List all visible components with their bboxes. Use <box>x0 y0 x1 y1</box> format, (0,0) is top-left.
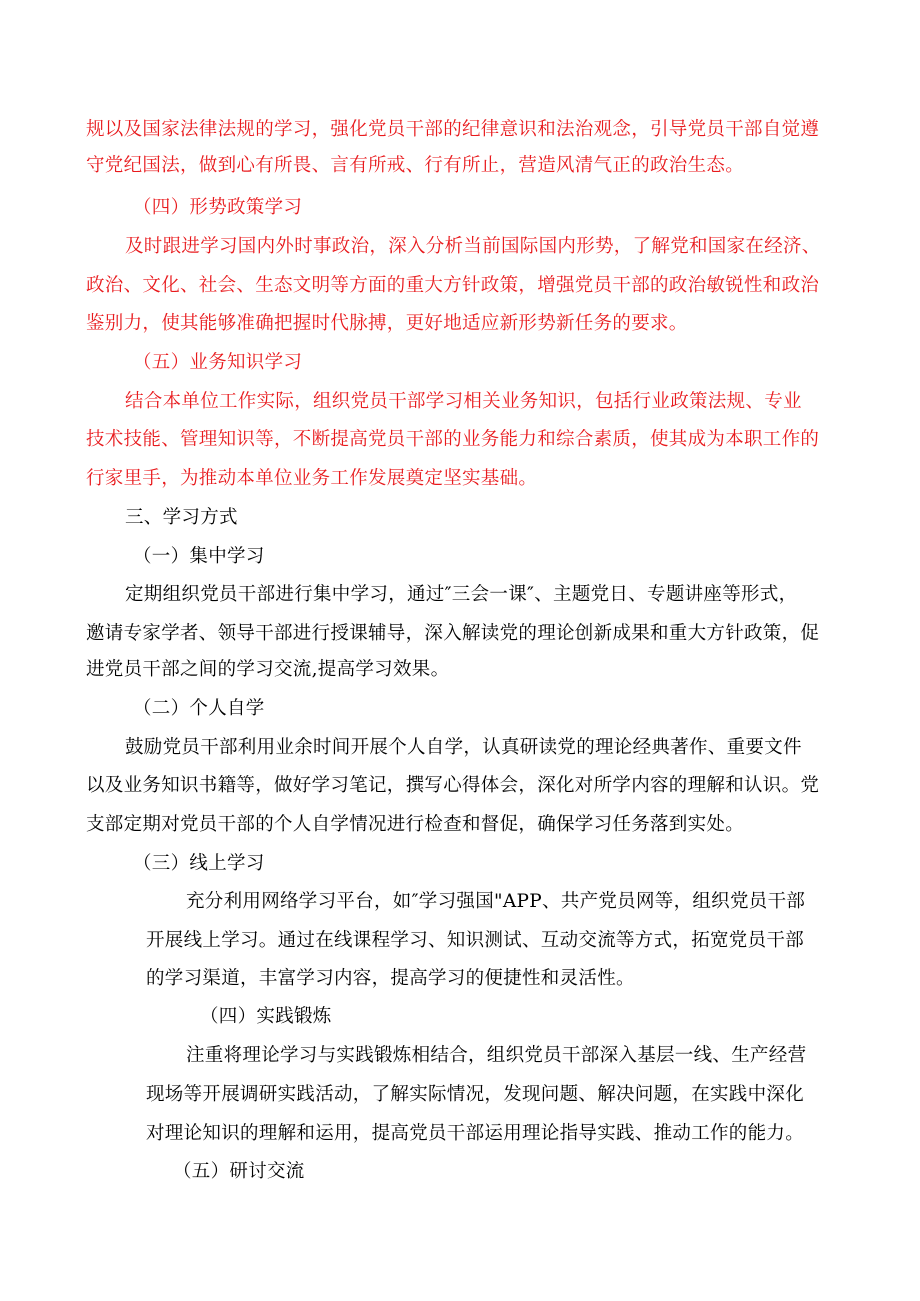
paragraph-line: 行家里手，为推动本单位业务工作发展奠定坚实基础。 <box>86 468 538 489</box>
paragraph-line: 的学习渠道，丰富学习内容，提高学习的便捷性和灵活性。 <box>146 968 635 989</box>
section-heading: （二）个人自学 <box>133 698 265 719</box>
section-heading: （四）实践锻炼 <box>200 1006 332 1027</box>
paragraph-line: 对理论知识的理解和运用，提高党员干部运用理论指导实践、推动工作的能力。 <box>146 1123 805 1144</box>
paragraph-line: 结合本单位工作实际，组织党员干部学习相关业务知识，包括行业政策法规、专业 <box>125 391 802 412</box>
paragraph-line: 充分利用网络学习平台，如″学习强国"APP、共产党员网等，组织党员干部 <box>186 891 806 912</box>
section-heading: （三）线上学习 <box>133 853 265 874</box>
paragraph-line: 及时跟进学习国内外时事政治，深入分析当前国际国内形势，了解党和国家在经济、 <box>125 236 821 257</box>
section-heading: （四）形势政策学习 <box>133 197 303 218</box>
paragraph-line: 技术技能、管理知识等，不断提高党员干部的业务能力和综合素质，使其成为本职工作的 <box>86 429 820 450</box>
paragraph-line: 守党纪国法，做到心有所畏、言有所戒、行有所止，营造风清气正的政治生态。 <box>86 155 745 176</box>
paragraph-line: 规以及国家法律法规的学习，强化党员干部的纪律意识和法治观念，引导党员干部自觉遵 <box>86 119 820 140</box>
paragraph-line: 开展线上学习。通过在线课程学习、知识测试、互动交流等方式，拓宽党员干部 <box>146 930 805 951</box>
paragraph-line: 政治、文化、社会、生态文明等方面的重大方针政策，增强党员干部的政治敏锐性和政治 <box>86 275 820 296</box>
paragraph-line: 鉴别力，使其能够准确把握时代脉搏，更好地适应新形势新任务的要求。 <box>86 313 688 334</box>
paragraph-line: 鼓励党员干部利用业余时间开展个人自学，认真研读党的理论经典著作、重要文件 <box>125 737 802 758</box>
section-heading: （五）研讨交流 <box>173 1161 305 1182</box>
paragraph-line: 支部定期对党员干部的个人自学情况进行检查和督促，确保学习任务落到实处。 <box>86 814 745 835</box>
paragraph-line: 现场等开展调研实践活动，了解实际情况，发现问题、解决问题，在实践中深化 <box>146 1084 805 1105</box>
section-heading: （一）集中学习 <box>133 546 265 567</box>
paragraph-line: 进党员干部之间的学习交流,提高学习效果。 <box>86 659 450 680</box>
chapter-heading: 三、学习方式 <box>125 507 238 528</box>
paragraph-line: 以及业务知识书籍等，做好学习笔记，撰写心得体会，深化对所学内容的理解和认识。党 <box>86 775 820 796</box>
paragraph-line: 邀请专家学者、领导干部进行授课辅导，深入解读党的理论创新成果和重大方针政策，促 <box>86 623 820 644</box>
section-heading: （五）业务知识学习 <box>133 352 303 373</box>
paragraph-line: 注重将理论学习与实践锻炼相结合，组织党员干部深入基层一线、生产经营 <box>186 1045 807 1066</box>
paragraph-line: 定期组织党员干部进行集中学习，通过″三会一课″、主题党日、专题讲座等形式， <box>125 584 798 605</box>
